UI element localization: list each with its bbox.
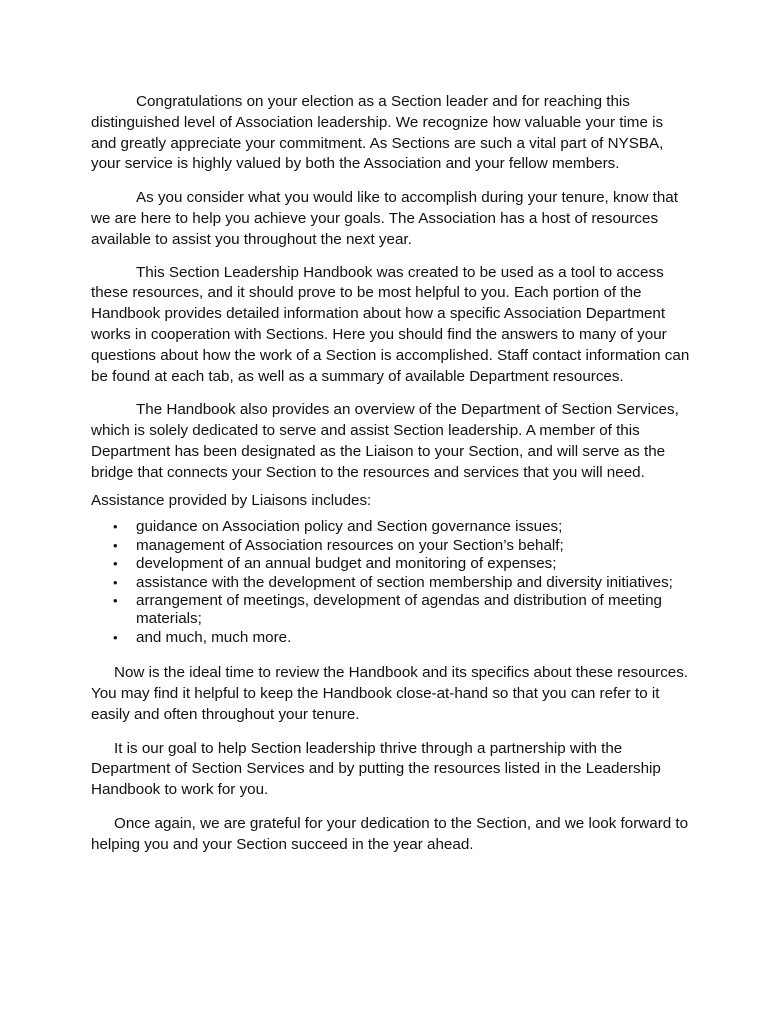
bullet-icon: • [113,629,118,645]
bullet-icon: • [113,574,118,590]
paragraph-thanks: Once again, we are grateful for your dedication to the Section, and we look forward to helping you and your Section succeed in the year ahead. [91,814,689,853]
list-item-text: arrangement of meetings, development of agendas and distribution of meeting materials; [136,591,662,628]
list-item-text: and much, much more. [136,628,292,646]
list-item [91,518,691,536]
bullet-icon: • [113,537,118,553]
paragraph-handbook-purpose: This Section Leadership Handbook was created to be used as a tool to access these resources, and it should prove to be most helpful to you. Each portion of the Handbook provides detailed information about how a specific Association Department works in cooperation with Sections. Here you should find the answers to many of your questions about how the work of a Section is accomplished. Staff contact information can be found at each tab, as well as a summary of available Department resources. [91,263,690,385]
list-item-text: management of Association resources on your Section’s behalf; [136,536,564,554]
bullet-icon: • [113,519,118,535]
document-body [91,92,691,868]
liaison-assistance-list [91,518,691,647]
list-item [91,574,691,592]
paragraph-section-services: The Handbook also provides an overview of the Department of Section Services, which is solely dedicated to serve and assist Section leadership. A member of this Department has been designated as the Liaison to your Section, and will serve as the bridge that connects your Section to the resources and services that you will need. [91,401,679,481]
paragraph-resources: As you consider what you would like to accomplish during your tenure, know that we are here to help you achieve your goals. The Association has a host of resources available to assist you throughout the next year. [91,189,678,248]
list-item [91,592,691,629]
paragraph-review-handbook: Now is the ideal time to review the Handbook and its specifics about these resources. You may find it helpful to keep the Handbook close-at-hand so that you can refer to it easily and often throughout your tenure. [91,664,689,723]
list-item [91,537,691,555]
list-item-text: development of an annual budget and monitoring of expenses; [136,555,557,573]
list-item [91,555,691,573]
bullet-icon: • [113,592,118,608]
list-item [91,629,691,647]
paragraph-goal: It is our goal to help Section leadership thrive through a partnership with the Department of Section Services and by putting the resources listed in the Leadership Handbook to work for you. [91,739,661,799]
bullet-icon: • [113,556,118,572]
paragraph-congratulations: Congratulations on your election as a Section leader and for reaching this distinguished level of Association leadership. We recognize how valuable your time is and greatly appreciate your commitment. As Sections are such a vital part of NYSBA, your service is highly valued by both the Association and your fellow members. [91,93,664,173]
list-item-text: guidance on Association policy and Section governance issues; [136,518,563,536]
list-intro: Assistance provided by Liaisons includes: [91,491,372,509]
list-item-text: assistance with the development of section membership and diversity initiatives; [136,573,673,591]
